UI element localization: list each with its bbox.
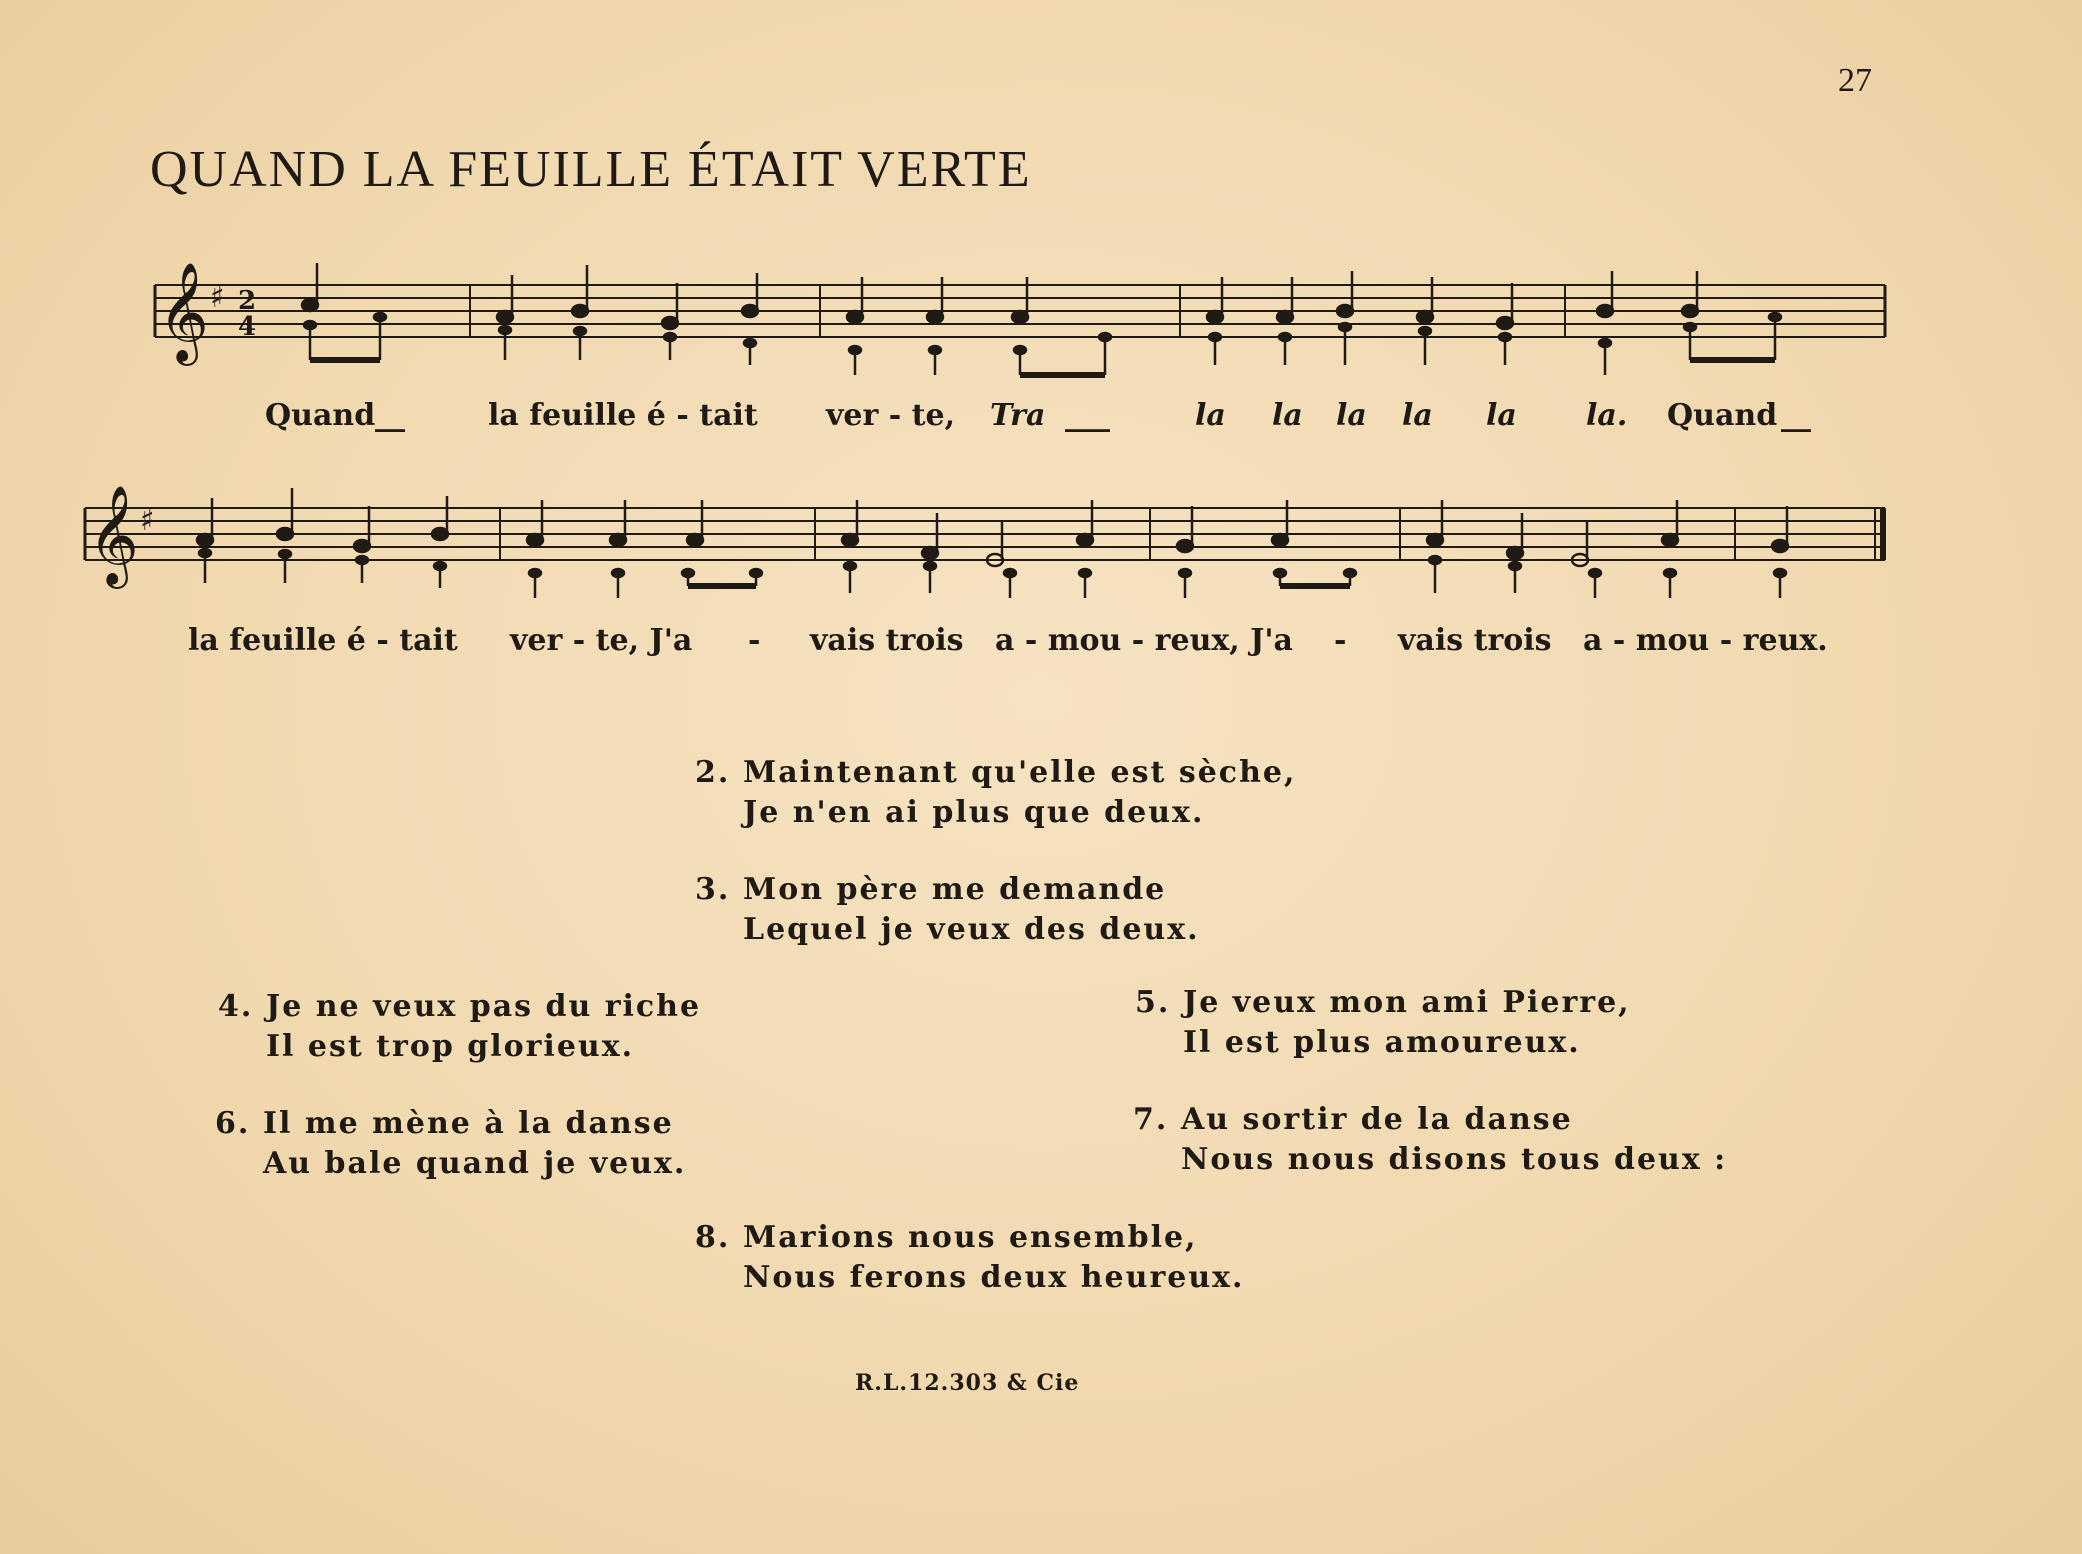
verse-4: 4. Je ne veux pas du riche Il est trop glorieux.: [218, 989, 702, 1064]
music-staff-1: [150, 255, 1890, 385]
svg-text:2: 2: [238, 286, 257, 316]
page-number: 27: [1838, 62, 1872, 99]
lyric-syllable: la: [1195, 398, 1226, 433]
sharp-icon: ♯: [210, 280, 225, 315]
verse-3: 3. Mon père me demande Lequel je veux des deux.: [695, 872, 1200, 947]
publisher-mark: R.L.12.303 & Cie: [855, 1370, 1080, 1396]
lyric-syllable: a - mou - reux.: [1583, 623, 1828, 658]
treble-clef-icon: 𝄞: [88, 485, 139, 585]
lyric-syllable: -: [748, 623, 761, 658]
verse-2: 2. Maintenant qu'elle est sèche, Je n'en ai plus que deux.: [695, 755, 1297, 830]
lyric-syllable: la: [1486, 398, 1517, 433]
lyric-syllable: la feuille é - tait: [188, 623, 458, 658]
svg-text:4: 4: [238, 312, 257, 342]
treble-clef-icon: 𝄞: [158, 262, 209, 362]
lyric-syllable: la: [1272, 398, 1303, 433]
music-staff-2: [80, 478, 1900, 618]
lyric-syllable: Quand: [265, 398, 376, 433]
lyric-syllable: Tra: [990, 398, 1046, 433]
lyric-syllable: la: [1402, 398, 1433, 433]
verse-5: 5. Je veux mon ami Pierre, Il est plus amoureux.: [1135, 985, 1631, 1060]
lyric-syllable: la.: [1586, 398, 1628, 433]
lyric-syllable: a - mou - reux, J'a: [995, 623, 1293, 658]
verse-7: 7. Au sortir de la danse Nous nous disons tous deux :: [1133, 1102, 1728, 1177]
lyric-syllable: la: [1336, 398, 1367, 433]
lyric-syllable: ver - te,: [826, 398, 956, 433]
verse-6: 6. Il me mène à la danse Au bale quand je veux.: [215, 1106, 687, 1181]
song-title: QUAND LA FEUILLE ÉTAIT VERTE: [150, 141, 1032, 198]
lyrics-line-1: Quand __ la feuille é - tait ver - te, Tra ___ la la la la la la. Quand __: [265, 398, 1811, 433]
lyric-syllable: ver - te, J'a: [510, 623, 693, 658]
verse-8: 8. Marions nous ensemble, Nous ferons deux heureux.: [695, 1220, 1245, 1295]
sharp-icon: ♯: [140, 503, 155, 538]
lyric-syllable: vais trois: [810, 623, 964, 658]
lyric-syllable: la feuille é - tait: [488, 398, 758, 433]
lyrics-line-2: [0, 623, 2082, 667]
lyric-syllable: Quand: [1667, 398, 1778, 433]
lyric-syllable: vais trois: [1398, 623, 1552, 658]
lyric-syllable: -: [1334, 623, 1347, 658]
